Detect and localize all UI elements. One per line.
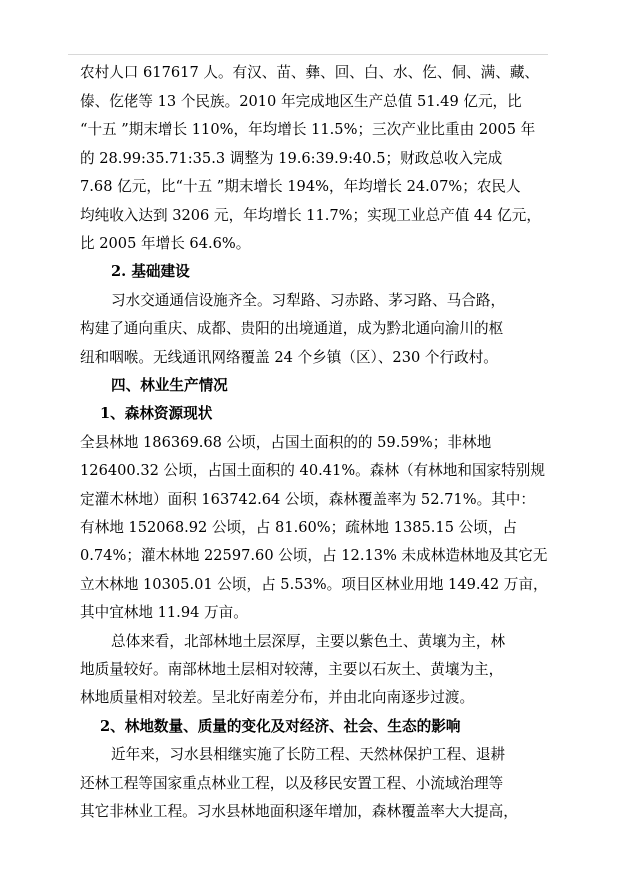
body-line: 还林工程等国家重点林业工程，以及移民安置工程、小流域治理等 [80,775,504,792]
body-line: 其中宜林地 11.94 万亩。 [80,604,248,621]
body-line: 总体来看，北部林地土层深厚，主要以紫色土、黄壤为主，林 [111,633,506,650]
body-line: 农村人口 617617 人。有汉、苗、彝、回、白、水、仡、侗、满、藏、 [80,64,540,81]
body-line: 比 2005 年增长 64.6%。 [80,235,251,252]
section-heading: 1、森林资源现状 [100,405,213,422]
body-line: 的 28.99:35.71:35.3 调整为 19.6:39.9:40.5；财政总收入完成 [80,150,503,167]
body-line: 126400.32 公顷，占国土面积的 40.41%。森林（有林地和国家特别规 [80,462,545,479]
body-line: 近年来，习水县相继实施了长防工程、天然林保护工程、退耕 [111,746,506,763]
body-line: 地质量较好。南部林地土层相对较薄，主要以石灰土、黄壤为主， [80,661,504,678]
section-heading: 2. 基础建设 [111,263,190,280]
body-line: “十五 ”期末增长 110%，年均增长 11.5%；三次产业比重由 2005 年 [80,121,536,138]
body-line: 立木林地 10305.01 公顷，占 5.53%。项目区林业用地 149.42 万亩， [80,576,548,593]
body-line: 7.68 亿元，比“十五 ”期末增长 194%，年均增长 24.07%；农民人 [80,178,521,195]
chapter-heading: 四、林业生产情况 [111,377,228,394]
body-line: 均纯收入达到 3206 元，年均增长 11.7%；实现工业总产值 44 亿元， [80,207,541,224]
body-line: 林地质量相对较差。呈北好南差分布，并由北向南逐步过渡。 [80,689,475,706]
header-rule [68,54,548,55]
body-line: 定灌木林地）面积 163742.64 公顷，森林覆盖率为 52.71%。其中： [80,491,535,508]
body-line: 0.74%；灌木林地 22597.60 公顷，占 12.13% 未成林造林地及其它无 [80,547,548,564]
body-line: 傣、仡佬等 13 个民族。2010 年完成地区生产总值 51.49 亿元，比 [80,93,522,110]
body-line: 习水交通通信设施齐全。习犁路、习赤路、茅习路、马合路， [111,292,506,309]
body-line: 全县林地 186369.68 公顷，占国土面积的的 59.59%；非林地 [80,434,492,451]
body-line: 纽和咽喉。无线通讯网络覆盖 24 个乡镇（区）、230 个行政村。 [80,349,498,366]
body-line: 有林地 152068.92 公顷，占 81.60%；疏林地 1385.15 公顷，占 [80,519,518,536]
section-heading: 2、林地数量、质量的变化及对经济、社会、生态的影响 [100,718,461,735]
body-line: 构建了通向重庆、成都、贵阳的出境通道，成为黔北通向渝川的枢 [80,320,504,337]
body-line: 其它非林业工程。习水县林地面积逐年增加，森林覆盖率大大提高， [80,803,518,820]
